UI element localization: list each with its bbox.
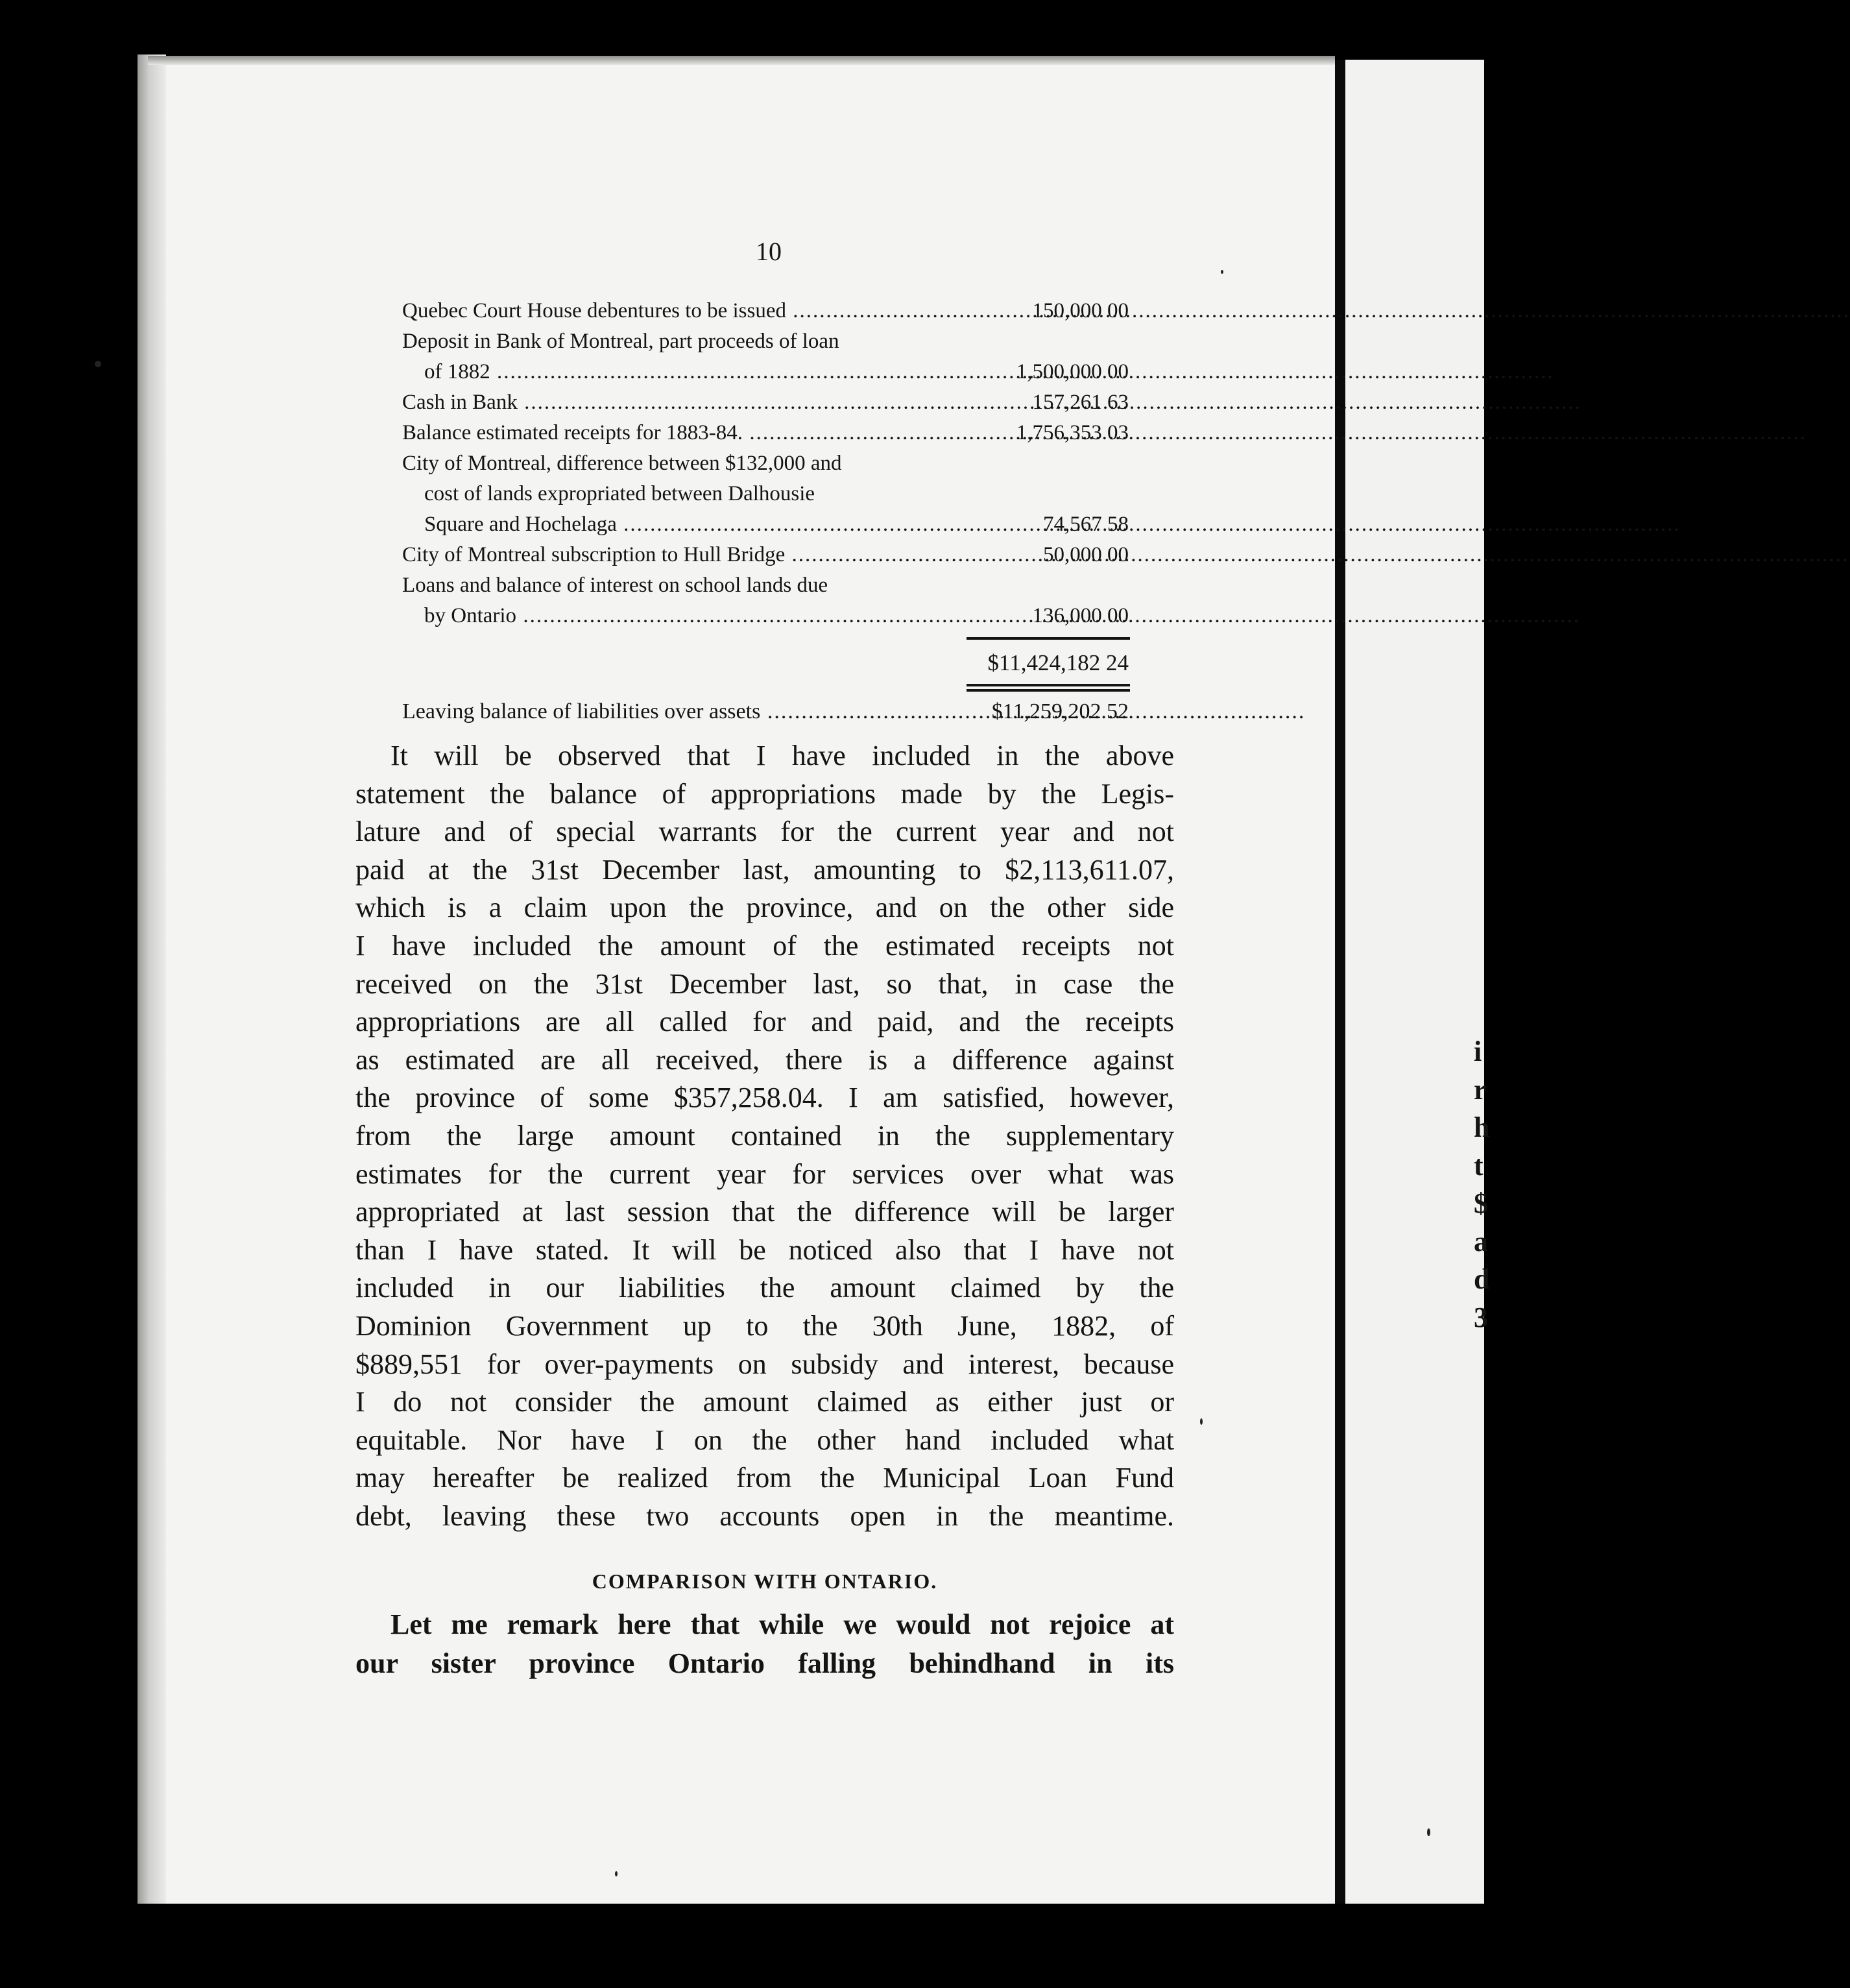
- ledger-amount: 74,567 58: [1043, 513, 1129, 536]
- ledger-description: Deposit in Bank of Montreal, part proceeds of loan: [402, 330, 839, 353]
- text-line: which is a claim upon the province, and on the other side: [355, 891, 1174, 924]
- text-line: paid at the 31st December last, amounting to $2,113,611.07,: [355, 853, 1174, 886]
- page-left-edge: [138, 55, 166, 1904]
- ledger-description: Balance estimated receipts for 1883-84. .....: [402, 418, 967, 448]
- page-number: 10: [756, 237, 782, 266]
- ledger-row: [402, 601, 1129, 631]
- dust-speck: [1221, 270, 1223, 274]
- ledger-row: [402, 509, 1129, 540]
- text-line: debt, leaving these two accounts open in the meantime.: [355, 1499, 1174, 1532]
- text-line: I do not consider the amount claimed as either just or: [355, 1386, 1174, 1418]
- ledger-amount: 1,500,000 00: [1016, 360, 1129, 383]
- text-line: included in our liabilities the amount claimed by the: [355, 1272, 1174, 1304]
- dust-speck: [1200, 1418, 1203, 1425]
- text-line: from the large amount contained in the supplementary: [355, 1119, 1174, 1152]
- text-line: our sister province Ontario falling behindhand in its: [355, 1647, 1174, 1679]
- ledger-row: [402, 418, 1129, 448]
- total-rule: [967, 684, 1130, 686]
- ledger-row: [402, 570, 1129, 601]
- text-line: I have included the amount of the estimated receipts not: [355, 929, 1174, 962]
- dust-speck: [95, 361, 101, 367]
- text-line: than I have stated. It will be noticed also that I have not: [355, 1233, 1174, 1266]
- balance-label: Leaving balance of liabilities over assets .....: [402, 696, 973, 728]
- text-line: appropriated at last session that the difference will be larger: [355, 1196, 1174, 1228]
- adjacent-page-letter: i: [1474, 1036, 1482, 1067]
- paragraph-liabilities: [355, 737, 1174, 1535]
- ledger-description: cost of lands expropriated between Dalhousie: [424, 482, 815, 505]
- ledger-description: Square and Hochelaga .....: [424, 509, 967, 540]
- text-line: Dominion Government up to the 30th June, 1882, of: [355, 1309, 1174, 1342]
- adjacent-page-letter: d: [1474, 1263, 1490, 1295]
- ledger-description: Quebec Court House debentures to be issued .....: [402, 296, 967, 326]
- ledger-description: City of Montreal, difference between $132,000 and: [402, 452, 842, 475]
- ledger-row: [402, 448, 1129, 479]
- dust-speck: [1427, 1828, 1430, 1836]
- text-line: estimates for the current year for services over what was: [355, 1158, 1174, 1190]
- total-rule: [967, 689, 1130, 692]
- balance-amount: $11,259,202 52: [991, 699, 1129, 723]
- text-line: appropriations are all called for and paid, and the receipts: [355, 1006, 1174, 1038]
- ledger-row: [402, 479, 1129, 509]
- adjacent-page-letter: 3: [1474, 1301, 1488, 1333]
- adjacent-page-letter: $: [1474, 1187, 1488, 1219]
- assets-ledger: [402, 296, 1129, 631]
- adjacent-page-letter: a: [1474, 1225, 1488, 1257]
- section-heading: COMPARISON WITH ONTARIO.: [592, 1570, 938, 1593]
- text-line: statement the balance of appropriations made by the Legis-: [355, 777, 1174, 810]
- ledger-total-row: [402, 646, 1129, 680]
- ledger-row: [402, 540, 1129, 570]
- ledger-amount: 150,000 00: [1032, 299, 1129, 322]
- paragraph-comparison: [355, 1605, 1174, 1683]
- ledger-row: [402, 326, 1129, 357]
- ledger-row: [402, 357, 1129, 387]
- sum-rule: [967, 637, 1130, 640]
- ledger-description: of 1882 .....: [424, 357, 967, 387]
- ledger-row: [402, 387, 1129, 418]
- ledger-total: $11,424,182 24: [987, 650, 1129, 675]
- ledger-amount: 136,000 00: [1032, 604, 1129, 627]
- dust-speck: [615, 1871, 618, 1876]
- text-line: received on the 31st December last, so that, in case the: [355, 967, 1174, 1000]
- text-line: $889,551 for over-payments on subsidy and interest, because: [355, 1348, 1174, 1380]
- text-line: It will be observed that I have included in the above: [390, 740, 1174, 771]
- adjacent-page-letter: h: [1474, 1111, 1490, 1143]
- ledger-amount: 50,000 00: [1043, 543, 1129, 566]
- balance-row: [402, 696, 1129, 728]
- page-top-edge: [148, 56, 1335, 65]
- page-gutter-shadow: [1334, 60, 1345, 1904]
- ledger-description: Cash in Bank .....: [402, 387, 967, 418]
- ledger-amount: 157,261 63: [1032, 391, 1129, 414]
- text-line: equitable. Nor have I on the other hand included what: [355, 1424, 1174, 1456]
- ledger-row: [402, 296, 1129, 326]
- adjacent-page-letter: r: [1474, 1073, 1487, 1106]
- text-line: the province of some $357,258.04. I am satisfied, however,: [355, 1082, 1174, 1114]
- ledger-description: Loans and balance of interest on school lands due: [402, 574, 828, 597]
- text-line: may hereafter be realized from the Municipal Loan Fund: [355, 1462, 1174, 1494]
- adjacent-page-text: [1474, 1033, 1490, 1337]
- text-line: lature and of special warrants for the current year and not: [355, 816, 1174, 848]
- ledger-amount: 1,756,353 03: [1016, 421, 1129, 444]
- ledger-description: City of Montreal subscription to Hull Bridge .....: [402, 540, 967, 570]
- ledger-description: by Ontario .....: [424, 601, 967, 631]
- adjacent-page-letter: t: [1474, 1149, 1484, 1182]
- text-line: Let me remark here that while we would not rejoice at: [390, 1608, 1174, 1640]
- text-line: as estimated are all received, there is a difference against: [355, 1043, 1174, 1076]
- adjacent-page: [1344, 60, 1490, 1904]
